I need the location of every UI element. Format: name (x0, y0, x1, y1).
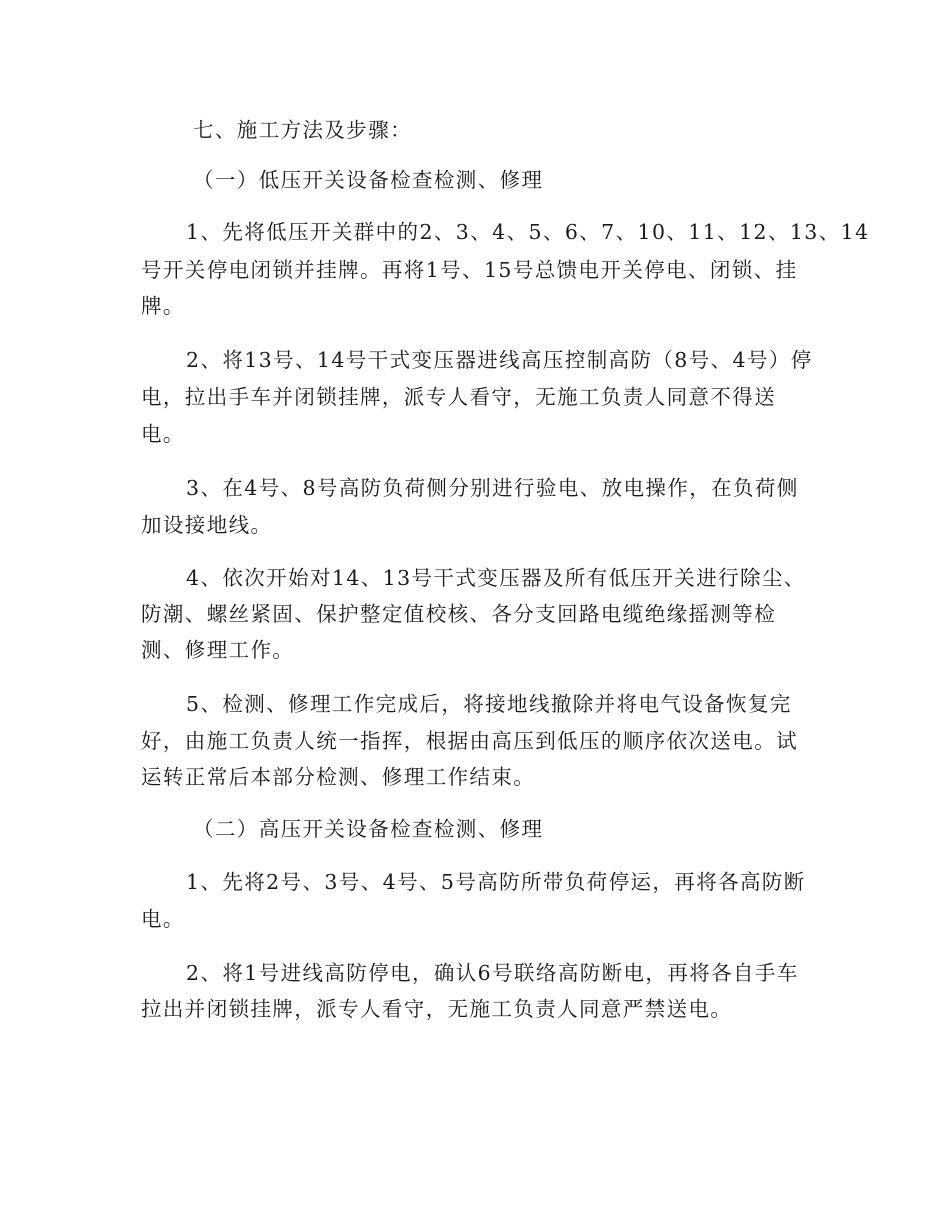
s1-step-5-line-3: 运转正常后本部分检测、修理工作结束。 (141, 765, 536, 789)
s1-step-5-line-1: 5、检测、修理工作完成后，将接地线撤除并将电气设备恢复完 (186, 692, 792, 716)
s2-step-1-line-1: 1、先将2号、3号、4号、5号高防所带负荷停运，再将各高防断 (186, 870, 806, 894)
s2-step-2-line-2: 拉出并闭锁挂牌，派专人看守，无施工负责人同意严禁送电。 (141, 997, 733, 1021)
s1-step-3-line-2: 加设接地线。 (141, 513, 273, 537)
s1-step-1-line-2: 号开关停电闭锁并挂牌。再将1号、15号总馈电开关停电、闭锁、挂 (141, 258, 798, 282)
s2-step-2-line-1: 2、将1号进线高防停电，确认6号联络高防断电，再将各自手车 (186, 961, 799, 985)
s1-step-5-line-2: 好，由施工负责人统一指挥，根据由高压到低压的顺序依次送电。试 (141, 729, 798, 753)
s2-step-1-line-2: 电。 (141, 907, 185, 931)
subsection-1-heading: （一）低压开关设备检查检测、修理 (193, 168, 544, 192)
subsection-2-heading: （二）高压开关设备检查检测、修理 (193, 817, 544, 841)
s1-step-4-line-3: 测、修理工作。 (141, 638, 295, 662)
s1-step-2-line-3: 电。 (141, 422, 185, 446)
s1-step-1-line-1: 1、先将低压开关群中的2、3、4、5、6、7、10、11、12、13、14 (186, 220, 870, 244)
s1-step-4-line-2: 防潮、螺丝紧固、保护整定值校核、各分支回路电缆绝缘摇测等检 (141, 602, 777, 626)
section-heading: 七、施工方法及步骤： (193, 118, 412, 142)
s1-step-2-line-1: 2、将13号、14号干式变压器进线高压控制高防（8号、4号）停 (186, 348, 813, 372)
s1-step-4-line-1: 4、依次开始对14、13号干式变压器及所有低压开关进行除尘、 (186, 566, 806, 590)
s1-step-3-line-1: 3、在4号、8号高防负荷侧分别进行验电、放电操作，在负荷侧 (186, 476, 799, 500)
s1-step-2-line-2: 电，拉出手车并闭锁挂牌，派专人看守，无施工负责人同意不得送 (141, 385, 777, 409)
s1-step-1-line-3: 牌。 (141, 294, 185, 318)
